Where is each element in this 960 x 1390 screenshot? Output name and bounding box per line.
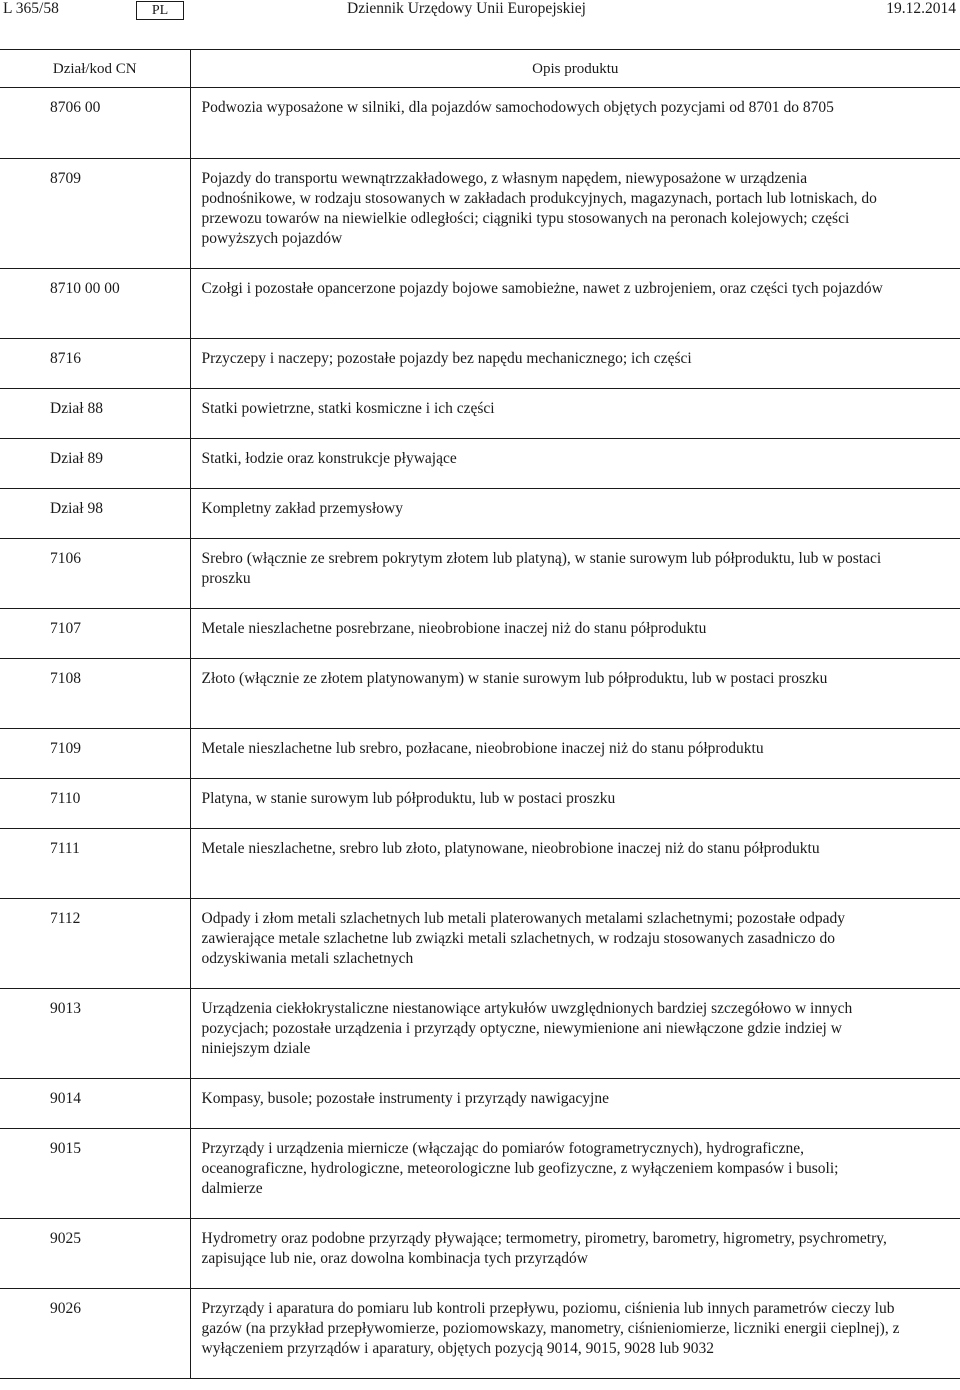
table-row <box>0 729 960 779</box>
table-row <box>0 539 960 609</box>
table-row <box>0 829 960 899</box>
product-description: Hydrometry oraz podobne przyrządy pływające; termometry, pirometry, barometry, higrometry, psychrometry, zapisujące lub nie, oraz dowolna kombinacja tych przyrządów <box>201 1230 887 1267</box>
product-description: Platyna, w stanie surowym lub półproduktu, lub w postaci proszku <box>201 790 616 807</box>
product-description: Odpady i złom metali szlachetnych lub metali platerowanych metalami szlachetnymi; pozostałe odpady zawierające metale szlachetne lub związki metali szlachetnych, w rodzaju stosowanych zasadniczo do odzyskiwania metali szlachetnych <box>201 910 845 967</box>
product-description: Przyrządy i aparatura do pomiaru lub kontroli przepływu, poziomu, ciśnienia lub innych parametrów cieczy lub gazów (na przykład przepływomierze, poziomowskazy, manometry, ciśnieniomierze, liczniki energii cieplnej), z wyłączeniem przyrządów i aparatury, objętych pozycją 9014, 9015, 9028 lub 9032 <box>201 1300 900 1357</box>
language-box: PL <box>136 1 184 20</box>
product-description: Kompasy, busole; pozostałe instrumenty i przyrządy nawigacyjne <box>201 1090 609 1107</box>
cn-code-cell <box>0 779 190 829</box>
table-row <box>0 269 960 339</box>
cn-code: 7107 <box>50 620 81 637</box>
cn-code: 7109 <box>50 740 81 757</box>
table-row <box>0 489 960 539</box>
cn-code: 7106 <box>50 550 81 567</box>
table-row <box>0 659 960 729</box>
product-description-cell <box>190 489 960 539</box>
cn-code: 7111 <box>50 840 80 857</box>
cn-code: 9013 <box>50 1000 81 1017</box>
cn-code-cell <box>0 1219 190 1289</box>
table-row <box>0 389 960 439</box>
column-header-description: Opis produktu <box>190 50 960 88</box>
table-row <box>0 439 960 489</box>
cn-code-cell <box>0 989 190 1079</box>
product-description: Pojazdy do transportu wewnątrzzakładowego, z własnym napędem, niewyposażone w urządzenia podnośnikowe, w rodzaju stosowanych w zakładach produkcyjnych, magazynach, portach lub lotniskach, do przewozu towarów na niewielkie odległości; ciągniki typu stosowanych na peronach kolejowych; części powyższych pojazdów <box>201 170 877 247</box>
publication-date: 19.12.2014 <box>886 0 956 17</box>
cn-code-cell <box>0 88 190 159</box>
product-description: Kompletny zakład przemysłowy <box>201 500 403 517</box>
cn-code: 8710 00 00 <box>50 280 120 297</box>
product-description-cell <box>190 269 960 339</box>
cn-code-cell <box>0 609 190 659</box>
product-description-cell <box>190 159 960 269</box>
cn-code-cell <box>0 1289 190 1379</box>
product-description-cell <box>190 779 960 829</box>
product-description: Urządzenia ciekłokrystaliczne niestanowiące artykułów uwzględnionych bardziej szczegółowo w innych pozycjach; pozostałe urządzenia i przyrządy optyczne, niewymienione ani niewłączone gdzie indziej w niniejszym dziale <box>201 1000 853 1057</box>
cn-code-cell <box>0 1079 190 1129</box>
product-description-cell <box>190 439 960 489</box>
cn-code-cell <box>0 159 190 269</box>
table-header-row <box>0 50 960 88</box>
table-row <box>0 899 960 989</box>
product-description: Złoto (włącznie ze złotem platynowanym) w stanie surowym lub półproduktu, lub w postaci proszku <box>201 670 828 687</box>
table-row <box>0 1079 960 1129</box>
product-description-cell <box>190 88 960 159</box>
cn-code: 8716 <box>50 350 81 367</box>
cn-code-cell <box>0 539 190 609</box>
table-row <box>0 989 960 1079</box>
cn-code: 9015 <box>50 1140 81 1157</box>
journal-reference: L 365/58 <box>3 0 59 17</box>
cn-code: Dział 89 <box>50 450 103 467</box>
product-description: Podwozia wyposażone w silniki, dla pojazdów samochodowych objętych pozycjami od 8701 do 8705 <box>201 99 834 116</box>
product-description-cell <box>190 659 960 729</box>
cn-code-cell <box>0 339 190 389</box>
product-description: Metale nieszlachetne, srebro lub złoto, platynowane, nieobrobione inaczej niż do stanu półproduktu <box>201 840 820 857</box>
cn-code: Dział 98 <box>50 500 103 517</box>
journal-title: Dziennik Urzędowy Unii Europejskiej <box>347 0 586 17</box>
table-row <box>0 159 960 269</box>
product-description-cell <box>190 1129 960 1219</box>
product-description-cell <box>190 339 960 389</box>
page-header <box>0 0 960 24</box>
product-description-cell <box>190 539 960 609</box>
product-description: Statki, łodzie oraz konstrukcje pływające <box>201 450 457 467</box>
product-description-cell <box>190 899 960 989</box>
product-description-cell <box>190 609 960 659</box>
product-description-cell <box>190 729 960 779</box>
product-description: Metale nieszlachetne lub srebro, pozłacane, nieobrobione inaczej niż do stanu półproduktu <box>201 740 764 757</box>
product-description-cell <box>190 829 960 899</box>
cn-code: 7110 <box>50 790 81 807</box>
cn-code: 7112 <box>50 910 81 927</box>
table-row <box>0 1289 960 1379</box>
cn-code: 9025 <box>50 1230 81 1247</box>
cn-code: 8709 <box>50 170 81 187</box>
cn-code: 7108 <box>50 670 81 687</box>
table-row <box>0 88 960 159</box>
table-row <box>0 1129 960 1219</box>
product-description: Statki powietrzne, statki kosmiczne i ich części <box>201 400 495 417</box>
product-description-cell <box>190 989 960 1079</box>
cn-code-cell <box>0 729 190 779</box>
cn-code-cell <box>0 659 190 729</box>
product-description-cell <box>190 1079 960 1129</box>
product-description: Czołgi i pozostałe opancerzone pojazdy bojowe samobieżne, nawet z uzbrojeniem, oraz części tych pojazdów <box>201 280 883 297</box>
product-description-cell <box>190 1219 960 1289</box>
cn-code-cell <box>0 389 190 439</box>
cn-code: 8706 00 <box>50 99 101 116</box>
product-description-cell <box>190 389 960 439</box>
product-description: Metale nieszlachetne posrebrzane, nieobrobione inaczej niż do stanu półproduktu <box>201 620 707 637</box>
cn-code: 9014 <box>50 1090 81 1107</box>
cn-code-table <box>0 49 960 1379</box>
cn-code-cell <box>0 899 190 989</box>
table-row <box>0 779 960 829</box>
product-description: Przyczepy i naczepy; pozostałe pojazdy bez napędu mechanicznego; ich części <box>201 350 692 367</box>
product-description: Przyrządy i urządzenia miernicze (włączając do pomiarów fotogrametrycznych), hydrograficzne, oceanograficzne, hydrologiczne, meteorologiczne lub geofizyczne, z wyłączeniem kompasów i busoli; dalmierze <box>201 1140 839 1197</box>
product-description: Srebro (włącznie ze srebrem pokrytym złotem lub platyną), w stanie surowym lub półproduktu, lub w postaci proszku <box>201 550 882 587</box>
cn-code-cell <box>0 829 190 899</box>
cn-code-cell <box>0 1129 190 1219</box>
cn-code: 9026 <box>50 1300 81 1317</box>
cn-code-cell <box>0 439 190 489</box>
cn-code: Dział 88 <box>50 400 103 417</box>
table-row <box>0 339 960 389</box>
cn-code-cell <box>0 489 190 539</box>
product-description-cell <box>190 1289 960 1379</box>
cn-code-cell <box>0 269 190 339</box>
table-row <box>0 609 960 659</box>
column-header-code: Dział/kod CN <box>0 50 190 88</box>
table-row <box>0 1219 960 1289</box>
